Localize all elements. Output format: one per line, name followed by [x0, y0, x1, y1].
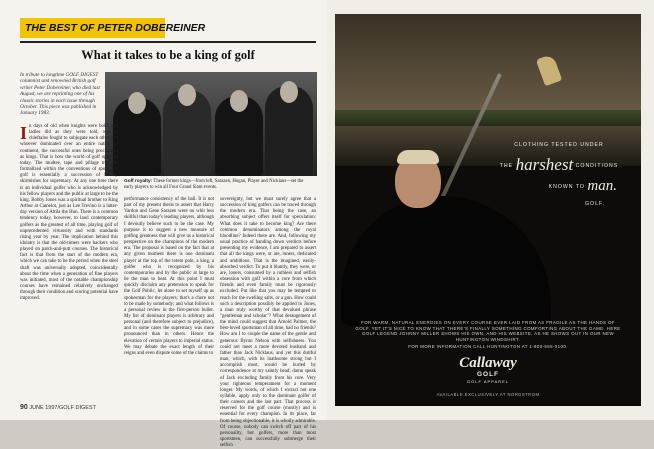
column-1-text: n days of old when knights were bold, and ladies did as they were told, warring chieftains fought to subjugate each other and whoever dominated over an entire nation or continent, the successful ones being proclaimed as kings. That is how the world of golf operates today. The mudtee, tape and pillage may be formalized within the conventions of sport, but golf is essentially a succession of bloody skirmishes for supremacy. At any one time there is an individual golfer who is acknowledged by his fellow players and the public at large to be the king. Bobby Jones was a spiritual brother to King Arthur at Camelot, just as Lee Trevino is a latter-day version of Attila the Hun. There is a common tendency today, however, to laud contemporary golfers as the greatest of all time, playing golf of unprecedented virtuosity and with standards rising year by year. The implication behind this idolatry is that the old-timers were hackers who played on patch-and-putt courses. The historical fact is that from the start of the modern era, which we can take to be the period when the steel shaft was universally adopted, coincidentally about the time when a generation of fine players was initiated, most of the notable championship courses have remained relatively unchanged through their condition and scoring potential have improved.	[20, 124, 118, 302]
golfer-hair	[397, 150, 439, 164]
tagline-the: THE	[499, 163, 514, 169]
apparel-advertisement	[335, 14, 641, 406]
callaway-logo	[428, 356, 548, 384]
column-banner: THE BEST OF PETER DOBEREINER	[20, 18, 165, 38]
tagline-conditions: CONDITIONS	[575, 163, 619, 169]
article-column-2: performance consistency of the ball. It is not part of my present thesis to assert that Harry Vardon and Gene Sarazen were no whit less skillful than today's leading players, although I devoutly believe such to be the case. My purpose is to suggest a new measure of golfing greatness that will give us a historical perspective on the champions of the modern era. The proposal is based on the fact that at any given moment there is one dominant player at the top of the totem pole, a king, a golfer who is recognized by his contemporaries and by the public at large to be the man to beat. At this point I must quickly disclaim any pretension to speak for the Golf Public, let alone to set myself up as spokesman for the players; that's a chore not to be made by somebody; and what follows is a personal review in the first-person bullet. My list of dominant players is arbitrary and personal (and therefore subject to prejudice), and in some cases the supremacy was more pronounced than in others. Hence the elevation of certain players to imperial status. We may debate the exact length of their reigns and even dispute some of the claims to	[124, 197, 214, 356]
tagline-golf: GOLF.	[585, 201, 605, 207]
tagline-harshest: harshest	[515, 155, 574, 174]
article-headline: What it takes to be a king of golf	[81, 48, 255, 62]
golfer-body	[341, 196, 551, 326]
photo-head-4	[280, 81, 298, 103]
page-folio	[20, 404, 96, 411]
tagline-line-1: CLOTHING TESTED UNDER	[514, 142, 604, 148]
page-number: 90	[20, 404, 28, 411]
logo-golf: GOLF	[476, 371, 500, 378]
caption-text: These former kings—from left, Sarazen, Hogan, Player and Nicklaus—set the early players to win all Four Grand Slam events.	[124, 179, 304, 190]
photo-head-2	[178, 84, 196, 106]
ad-contact-info: FOR MORE INFORMATION CALL HUNTINGTON AT 1-800-555-0100.	[408, 344, 568, 349]
tagline-line-3	[485, 178, 633, 195]
golf-royalty-photo	[105, 72, 317, 176]
article-column-3: sovereignty, but we must surely agree that a succession of king golfers can be traced through the modern era. That being the case, an absorbing subject offers itself for speculation: What does it take to become king? Are there common denominators among the royal bloodline? Indeed there are. And, following my usual practice of handing down verdicts before presenting my evidence, I am prepared to assert that all the kings were, or are, loners, dedicated and ambitious. That is the imagined, easily-absorbed verdict. To put it bluntly, they were, or are, loners, consumed by a ruthless and selfish obsession with golf within a core from which friends and even family must be rigorously excluded. Put like that you may be tempted to reach for the swelling salts, or a gun. How could such a description possibly be applied to Jones, a man truly worthy of that devalued phrase "gentleman and scholar"? What derangement of the mind could suggest that Arnold Palmer, the best-loved sportsman of all time, had no friends? How am I to couple the name of the gentle and generous Byron Nelson with selfishness. You could not meet a more devoted husband and father than Jack Nicklaus, and yet this dutiful man, which, with its loathsome strong but I accomplish most, would be hurled by correspondence at my saintly head; damn speak of Jack excluding family from his core. Very your righteous temperament for a moment longer. My words, of which I extract not one syllable, apply only to the dominant golfer of their careers and the last part. That process is reserved for the golf course (mostly) and is essential for every champion. In its place, far from being objectionable, it is wholly admirable. Of course, nobody can switch off part of his personality, but golfers, more than most sportsmen, can successfully submerge their selfish	[220, 197, 316, 449]
tagline-known-to: KNOWN TO	[548, 184, 585, 190]
photo-head-3	[230, 90, 248, 112]
ad-body-copy: FOR WARM, NATURAL ENERGIES ON EVERY COURSE EVER LAID FROM AS FRAGILE AS THE HANDS OF GOLF. YET IT'S NICE TO KNOW THAT THERE'S FINALLY SOMETHING COMFORTING ABOUT THE GAME. HERE GOLF LEGEND JOHNNY MILLER SHOWS HIS OWN, AND HIS WEBSITE, AS HE SHOWS OUT IN OUR NEW HUNTINGTON WINDSHIRT.	[355, 320, 621, 342]
photo-head-1	[128, 92, 146, 114]
article-intro: In tribute to longtime GOLF DIGEST columnist and renowned British golf writer Peter Dobereiner, who died last August, we are reprinting one of his classic stories in each issue through October. This piece was published in January 1983.	[20, 72, 100, 117]
drop-cap: I	[20, 123, 28, 143]
banner-rule	[20, 41, 316, 43]
caption-lead: Golf royalty:	[124, 179, 153, 184]
retailer-line: AVAILABLE EXCLUSIVELY AT NORDSTROM	[436, 392, 540, 397]
article-column-1	[20, 124, 118, 303]
photo-caption	[124, 179, 309, 191]
logo-wordmark: Callaway	[459, 355, 517, 371]
logo-apparel: GOLF APPAREL	[467, 379, 509, 384]
issue-line: JUNE 1997/GOLF DIGEST	[29, 405, 96, 411]
tagline-man: man.	[587, 178, 617, 194]
tagline-line-2	[485, 155, 633, 175]
